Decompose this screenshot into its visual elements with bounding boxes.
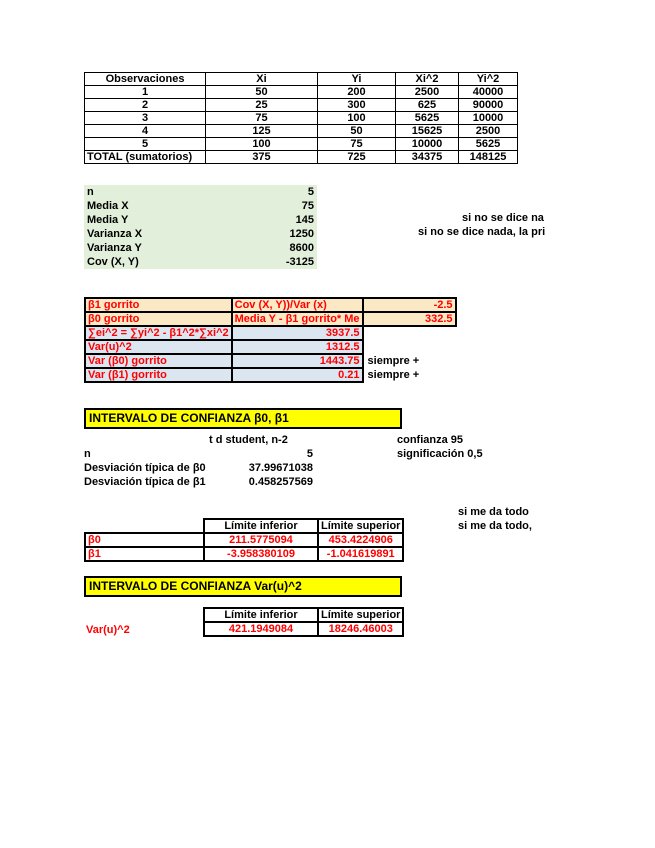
- stat-label: Varianza X: [87, 228, 143, 240]
- estimator-row: [85, 326, 456, 340]
- stat-value: 1250: [289, 228, 314, 240]
- cell: 2500: [396, 86, 459, 99]
- estimator-value: 3937.5: [232, 326, 363, 340]
- significacion-note: significación 0,5: [397, 448, 483, 460]
- cell: 100: [206, 138, 318, 151]
- ci-row: [204, 622, 403, 636]
- estimator-note: siempre +: [367, 355, 420, 367]
- ci-upper-value: -1.041619891: [318, 547, 403, 561]
- cell: 4: [85, 125, 206, 138]
- empty-cell: [363, 326, 456, 340]
- stat-value: 145: [295, 214, 314, 226]
- summary-stats-block: [84, 185, 317, 269]
- sd-b1-label: Desviación típica de β1: [84, 476, 206, 488]
- stat-row: [84, 185, 317, 199]
- ci-row: [85, 547, 403, 561]
- stat-row: [84, 213, 317, 227]
- estimator-row: [85, 312, 456, 326]
- stat-value: 75: [301, 200, 314, 212]
- cell: 50: [206, 86, 318, 99]
- estimators-table: [84, 297, 457, 383]
- margin-note: si me da todo,: [458, 520, 532, 532]
- ci-var-row-label: Var(u)^2: [86, 624, 130, 636]
- sd-b0-label: Desviación típica de β0: [84, 462, 206, 474]
- empty-cell: [363, 340, 456, 354]
- cell: 2: [85, 99, 206, 112]
- ci-row-label: β0: [85, 533, 204, 547]
- cell: 125: [206, 125, 318, 138]
- stat-label: Media X: [87, 200, 129, 212]
- stat-label: Varianza Y: [87, 242, 142, 254]
- column-header: Xi^2: [396, 73, 459, 86]
- cell: 5: [85, 138, 206, 151]
- ci-beta-table: [84, 518, 404, 562]
- stat-value: 5: [307, 186, 314, 198]
- limit-header: Límite superior: [318, 519, 403, 533]
- table-row: [85, 125, 518, 138]
- cell: 2500: [459, 125, 518, 138]
- stat-row: [84, 241, 317, 255]
- cell: 375: [206, 151, 318, 164]
- cell: 40000: [459, 86, 518, 99]
- observations-table: [84, 72, 518, 164]
- cell: 148125: [459, 151, 518, 164]
- cell: 725: [318, 151, 396, 164]
- estimator-row: [85, 368, 456, 382]
- limit-header: Límite superior: [318, 608, 403, 622]
- margin-note: si no se dice nada, la pri: [418, 226, 546, 238]
- estimator-formula: Media Y - β1 gorrito* Me: [232, 312, 363, 326]
- observations-header-row: [85, 73, 518, 86]
- stat-value: 8600: [289, 242, 314, 254]
- estimator-value: 1443.75: [232, 354, 363, 368]
- ci-lower-value: 211.5775094: [204, 533, 318, 547]
- sd-b0-value: 37.99671038: [248, 462, 313, 474]
- estimator-label: β0 gorrito: [85, 312, 232, 326]
- margin-note: si me da todo: [458, 506, 529, 518]
- table-row: [85, 138, 518, 151]
- estimator-formula: Cov (X, Y))/Var (x): [232, 298, 363, 312]
- ci-header-row: [204, 608, 403, 622]
- n-value: 5: [306, 448, 313, 460]
- n-label: n: [84, 448, 91, 460]
- cell: 200: [318, 86, 396, 99]
- limit-header: Límite inferior: [204, 519, 318, 533]
- section-title-ci-var: INTERVALO DE CONFIANZA Var(u)^2: [84, 576, 402, 597]
- cell: 10000: [459, 112, 518, 125]
- estimator-value: 0.21: [232, 368, 363, 382]
- cell: 75: [206, 112, 318, 125]
- t-student-label: t d student, n-2: [209, 434, 288, 446]
- ci-var-table: [203, 607, 404, 637]
- margin-note: si no se dice na: [462, 212, 544, 224]
- stat-row: [84, 255, 317, 269]
- estimator-row: [85, 298, 456, 312]
- estimator-value: 1312.5: [232, 340, 363, 354]
- cell: 10000: [396, 138, 459, 151]
- cell: 15625: [396, 125, 459, 138]
- column-header: Observaciones: [85, 73, 206, 86]
- estimator-label: ∑ei^2 = ∑yi^2 - β1^2*∑xi^2: [85, 326, 232, 340]
- cell: 90000: [459, 99, 518, 112]
- estimator-value: -2.5: [363, 298, 456, 312]
- cell: TOTAL (sumatorios): [85, 151, 206, 164]
- ci-row: [85, 533, 403, 547]
- column-header: Yi^2: [459, 73, 518, 86]
- table-row: [85, 112, 518, 125]
- stat-row: [84, 199, 317, 213]
- table-row: [85, 86, 518, 99]
- ci-lower-value: -3.958380109: [204, 547, 318, 561]
- cell: 5625: [459, 138, 518, 151]
- totals-row: [85, 151, 518, 164]
- estimator-label: β1 gorrito: [85, 298, 232, 312]
- cell: 34375: [396, 151, 459, 164]
- ci-header-row: [85, 519, 403, 533]
- estimator-row: [85, 340, 456, 354]
- ci-upper-value: 453.4224906: [318, 533, 403, 547]
- confianza-note: confianza 95: [397, 434, 464, 446]
- ci-row-label: β1: [85, 547, 204, 561]
- cell: 100: [318, 112, 396, 125]
- estimator-note: siempre +: [367, 369, 420, 381]
- stat-value: -3125: [285, 256, 314, 268]
- ci-upper-value: 18246.46003: [318, 622, 403, 636]
- cell: 1: [85, 86, 206, 99]
- section-title-ci-beta: INTERVALO DE CONFIANZA β0, β1: [84, 408, 402, 429]
- estimator-value: 332.5: [363, 312, 456, 326]
- estimator-label: Var (β0) gorrito: [85, 354, 232, 368]
- column-header: Xi: [206, 73, 318, 86]
- cell: 50: [318, 125, 396, 138]
- cell: 625: [396, 99, 459, 112]
- stat-label: Media Y: [87, 214, 129, 226]
- limit-header: Límite inferior: [204, 608, 318, 622]
- stat-label: n: [87, 186, 94, 198]
- sd-b1-value: 0.458257569: [248, 476, 313, 488]
- estimator-label: Var(u)^2: [85, 340, 232, 354]
- ci-lower-value: 421.1949084: [204, 622, 318, 636]
- cell: 5625: [396, 112, 459, 125]
- empty-cell: [85, 519, 204, 533]
- cell: 3: [85, 112, 206, 125]
- stat-row: [84, 227, 317, 241]
- cell: 75: [318, 138, 396, 151]
- table-row: [85, 99, 518, 112]
- estimator-label: Var (β1) gorrito: [85, 368, 232, 382]
- cell: 25: [206, 99, 318, 112]
- stat-label: Cov (X, Y): [87, 256, 139, 268]
- column-header: Yi: [318, 73, 396, 86]
- estimator-row: [85, 354, 456, 368]
- cell: 300: [318, 99, 396, 112]
